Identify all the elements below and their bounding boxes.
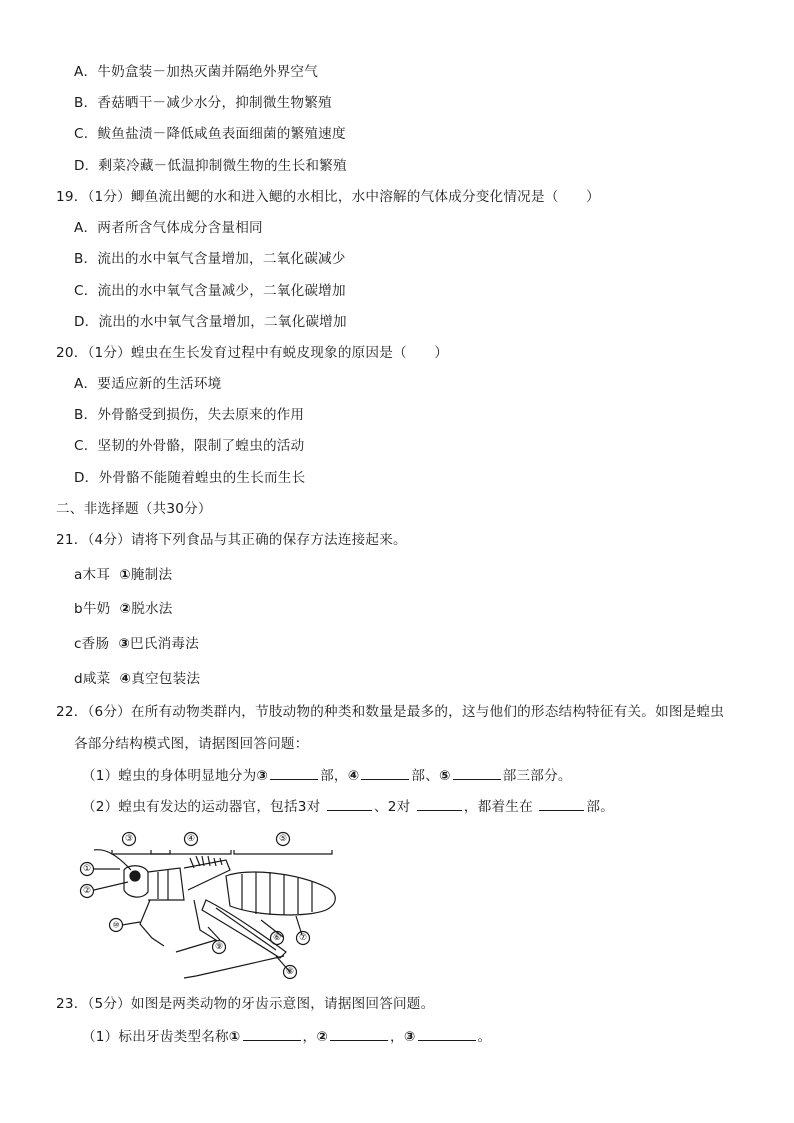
q22-part2-text: 部。: [586, 799, 614, 815]
q23-part1-text: ，: [302, 1029, 317, 1045]
locust-wing-base: [184, 860, 230, 890]
q22-stem-line1: 22．（6分）在所有动物类群内，节肢动物的种类和数量是最多的，这与他们的形态结构特征有关。如图是蝗虫: [56, 704, 725, 720]
q23-part1: [82, 1027, 491, 1046]
q18-option-b: B．香菇晒干－减少水分，抑制微生物繁殖: [74, 95, 332, 111]
q22-part1-number: ④: [347, 768, 360, 784]
bracket-abdomen: [234, 850, 332, 854]
q22-part2-text: ，都着生在: [463, 799, 533, 815]
locust-eye: [130, 871, 140, 881]
q21-number: ④: [119, 671, 132, 687]
locust-pronotum: [148, 868, 184, 900]
q21-pair: [74, 566, 172, 584]
figure-label-2: ②: [82, 886, 92, 896]
locust-fore-leg: [140, 900, 164, 946]
q21-number: ②: [119, 601, 132, 617]
q21-method: 真空包装法: [131, 671, 201, 687]
q18-option-c: C．鲅鱼盐渍－降低咸鱼表面细菌的繁殖速度: [74, 126, 346, 142]
q22-part2-text: 、2对: [373, 799, 411, 815]
q19-option-d: D．流出的水中氧气含量增加，二氧化碳增加: [74, 314, 347, 330]
q21-food: c香肠: [74, 636, 110, 652]
bracket-thorax: [151, 850, 231, 854]
figure-label-3: ③: [124, 834, 134, 844]
figure-label-8: ⑧: [285, 967, 295, 977]
answer-blank[interactable]: [243, 1027, 301, 1041]
q23-part1-text: 。: [477, 1029, 492, 1045]
q22-part1-text: 部，: [320, 768, 348, 784]
answer-blank[interactable]: [539, 797, 584, 811]
q22-part1: [82, 766, 572, 785]
q21-food: b牛奶: [74, 601, 111, 617]
figure-label-1: ①: [82, 864, 92, 874]
q21-pair: [74, 635, 199, 653]
answer-blank[interactable]: [330, 1027, 388, 1041]
q21-pair: [74, 600, 173, 618]
q23-stem: 23．（5分）如图是两类动物的牙齿示意图，请据图回答问题。: [56, 996, 435, 1012]
figure-label-9: ⑨: [214, 942, 224, 952]
q18-option-d: D．剩菜冷藏－低温抑制微生物的生长和繁殖: [74, 158, 347, 174]
q22-stem-line2: 各部分结构模式图，请据图回答问题：: [74, 736, 309, 752]
q22-part1-text: 部三部分。: [502, 768, 572, 784]
q21-stem: 21．（4分）请将下列食品与其正确的保存方法连接起来。: [56, 532, 407, 548]
locust-hind-tibia: [196, 956, 284, 976]
answer-blank[interactable]: [418, 1027, 476, 1041]
figure-label-4: ④: [186, 834, 196, 844]
figure-label-5: ⑤: [278, 834, 288, 844]
figure-label-6: ⑥: [272, 933, 282, 943]
answer-blank[interactable]: [417, 797, 462, 811]
answer-blank[interactable]: [327, 797, 372, 811]
locust-middle-leg: [176, 900, 216, 952]
q22-part2-text: （2）蝗虫有发达的运动器官，包括3对: [82, 799, 321, 815]
q19-option-b: B．流出的水中氧气含量增加，二氧化碳减少: [74, 251, 346, 267]
q23-part1-number: ③: [403, 1029, 416, 1045]
locust-diagram: [76, 830, 366, 982]
q19-stem: 19．（1分）鲫鱼流出鳃的水和进入鳃的水相比，水中溶解的气体成分变化情况是（ ）: [56, 189, 600, 205]
q22-part1-text: 部、: [411, 768, 439, 784]
q22-part1-text: （1）蝗虫的身体明显地分为: [82, 768, 257, 784]
q21-method: 脱水法: [131, 601, 173, 617]
q19-option-a: A．两者所含气体成分含量相同: [74, 220, 263, 236]
q20-option-c: C．坚韧的外骨骼，限制了蝗虫的活动: [74, 438, 305, 454]
q23-part1-number: ①: [228, 1029, 241, 1045]
q21-method: 巴氏消毒法: [130, 636, 199, 652]
figure-label-7: ⑦: [298, 933, 308, 943]
q21-pair: [74, 670, 200, 688]
q21-number: ③: [118, 636, 131, 652]
q21-method: 腌制法: [130, 567, 173, 583]
q19-option-c: C．流出的水中氧气含量减少，二氧化碳增加: [74, 283, 346, 299]
section-heading: 二、非选择题（共30分）: [56, 501, 212, 517]
q18-option-a: A．牛奶盒装－加热灭菌并隔绝外界空气: [74, 64, 318, 80]
answer-blank[interactable]: [453, 766, 501, 780]
q20-option-b: B．外骨骼受到损伤，失去原来的作用: [74, 407, 305, 423]
answer-blank[interactable]: [270, 766, 318, 780]
answer-blank[interactable]: [361, 766, 409, 780]
q21-food: a木耳: [74, 567, 111, 583]
q20-stem: 20．（1分）蝗虫在生长发育过程中有蜕皮现象的原因是（ ）: [56, 345, 449, 361]
q23-part1-number: ②: [316, 1029, 329, 1045]
q23-part1-text: （1）标出牙齿类型名称: [82, 1029, 229, 1045]
q21-number: ①: [119, 567, 131, 583]
q22-part1-number: ③: [256, 768, 269, 784]
q21-food: d咸菜: [74, 671, 111, 687]
q22-part2: [82, 797, 614, 816]
q23-part1-text: ，: [390, 1029, 404, 1045]
q22-part1-number: ⑤: [439, 768, 451, 784]
q20-option-d: D．外骨骼不能随着蝗虫的生长而生长: [74, 470, 306, 486]
q20-option-a: A．要适应新的生活环境: [74, 376, 222, 392]
figure-label-10: ⑩: [112, 920, 120, 930]
